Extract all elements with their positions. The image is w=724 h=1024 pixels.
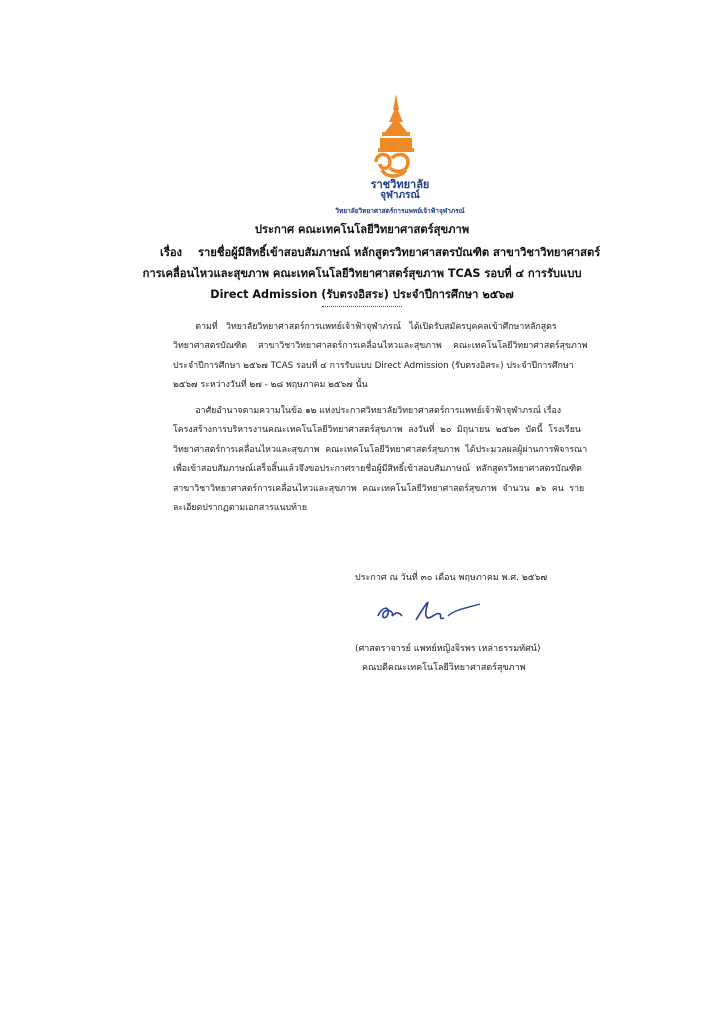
subject-line1: รายชื่อผู้มีสิทธิ์เข้าสอบสัมภาษณ์ หลักสูตรวิทยาศาสตรบัณฑิต สาขาวิชาวิทยาศาสตร์ (198, 246, 601, 259)
announcement-subject (160, 243, 601, 261)
university-name-line2: จุฬาภรณ์ (380, 190, 420, 201)
paragraph-line: ๒๕๖๗ ระหว่างวันที่ ๒๗ - ๒๘ พฤษภาคม ๒๕๖๗ นั้น (173, 380, 368, 391)
subject-label: เรื่อง (160, 246, 183, 259)
paragraph-line: ละเอียดปรากฏตามเอกสารแนบท้าย (173, 503, 308, 514)
institute-name: วิทยาลัยวิทยาศาสตร์การแพทย์เจ้าฟ้าจุฬาภรณ์ (335, 207, 465, 215)
announcement-title: ประกาศ คณะเทคโนโลยีวิทยาศาสตร์สุขภาพ (254, 223, 470, 236)
paragraph-line: สาขาวิชาวิทยาศาสตร์การเคลื่อนไหวและสุขภาพ คณะเทคโนโลยีวิทยาศาสตร์สุขภาพ จำนวน ๑๖ คน ราย (173, 483, 585, 494)
paragraph-line: ตามที่ วิทยาลัยวิทยาศาสตร์การแพทย์เจ้าฟ้าจุฬาภรณ์ ได้เปิดรับสมัครบุคคลเข้าศึกษาหลักสูตร (173, 322, 557, 332)
subject-line2: การเคลื่อนไหวและสุขภาพ คณะเทคโนโลยีวิทยาศาสตร์สุขภาพ TCAS รอบที่ ๔ การรับแบบ (142, 267, 582, 280)
divider (322, 306, 402, 307)
university-name-line1: ราชวิทยาลัย (370, 178, 430, 191)
signatory-position: คณบดีคณะเทคโนโลยีวิทยาศาสตร์สุขภาพ (362, 663, 526, 673)
paragraph-line: ประจำปีการศึกษา ๒๕๖๗ TCAS รอบที่ ๔ การรับแบบ Direct Admission (รับตรงอิสระ) ประจำปีการศึกษา (173, 360, 574, 371)
signatory-name: (ศาสตราจารย์ แพทย์หญิงจิรพร เหล่าธรรมทัศน์) (355, 644, 541, 654)
paragraph-line: วิทยาศาสตร์การเคลื่อนไหวและสุขภาพ คณะเทคโนโลยีวิทยาศาสตร์สุขภาพ ได้ประมวลผลผู้ผ่านการพิจารณา (173, 444, 588, 455)
subject-line3: Direct Admission (รับตรงอิสระ) ประจำปีการศึกษา ๒๕๖๗ (210, 288, 514, 301)
announcement-date: ประกาศ ณ วันที่ ๓๐ เดือน พฤษภาคม พ.ศ. ๒๕๖๗ (355, 573, 548, 583)
paragraph-line: วิทยาศาสตรบัณฑิต สาขาวิชาวิทยาศาสตร์การเคลื่อนไหวและสุขภาพ คณะเทคโนโลยีวิทยาศาสตร์สุขภาพ (173, 341, 588, 352)
paragraph-line: เพื่อเข้าสอบสัมภาษณ์เสร็จสิ้นแล้วจึงขอประกาศรายชื่อผู้มีสิทธิ์เข้าสอบสัมภาษณ์ หลักสูตรวิทยาศาสตรบัณฑิต (173, 464, 582, 475)
body-paragraph-2 (173, 402, 610, 518)
paragraph-line: อาศัยอำนาจตามความในข้อ ๑๒ แห่งประกาศวิทยาลัยวิทยาศาสตร์การแพทย์เจ้าฟ้าจุฬาภรณ์ เรื่อง (173, 406, 562, 416)
paragraph-line: โครงสร้างการบริหารงานคณะเทคโนโลยีวิทยาศาสตร์สุขภาพ ลงวันที่ ๒๐ มิถุนายน ๒๕๖๓ บัดนี้ โรงเรียน (173, 425, 581, 436)
body-paragraph-1 (173, 318, 610, 396)
signature-icon (370, 596, 500, 626)
